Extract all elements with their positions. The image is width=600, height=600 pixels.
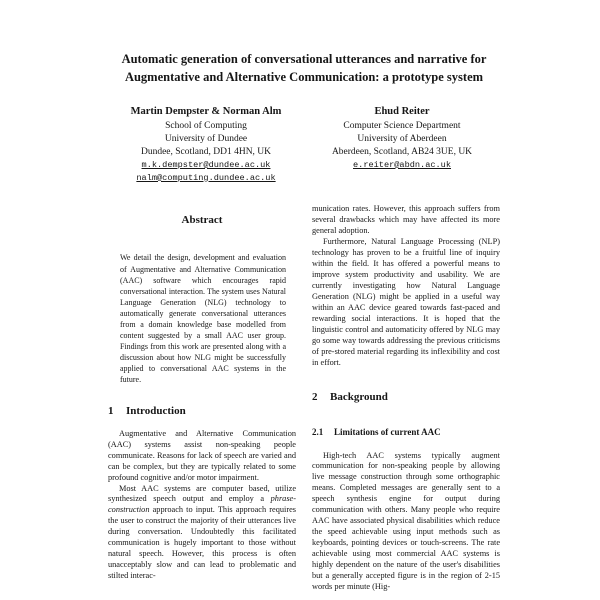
email-link[interactable]: nalm@computing.dundee.ac.uk [136,172,276,183]
subsection-heading-limitations [312,427,500,437]
right-paragraph-2: Furthermore, Natural Language Processing (NLP) technology has proven to be a fruitful line of inquiry within the field. It has offered a powerful means to improve system productivity and usability. We are currently investigating how Natural Language Generation (NLG) might be applied in a useful way within an AAC device geared towards fast-paced and rewarding social interactions. It is hoped that the linguistic control and automaticity offered by NLG may go some way towards addressing the previous criticisms of pre-stored material regarding its inflexibility and cost in effort. [312,237,500,367]
subsection-number: 2.1 [312,426,324,437]
right-column [312,204,500,592]
author-block-reiter [304,106,500,184]
title-line-2: Augmentative and Alternative Communication: a prototype system [124,70,484,85]
left-column [108,204,296,592]
author-affiliation-line: School of Computing [165,121,247,132]
section-title: Introduction [126,404,186,417]
author-name: Ehud Reiter [374,106,430,118]
author-section [108,106,500,184]
abstract-heading: Abstract [181,214,223,227]
email-link[interactable]: m.k.dempster@dundee.ac.uk [141,159,271,170]
author-affiliation-line: Computer Science Department [343,121,461,132]
right-paragraph-1: munication rates. However, this approach suffers from several drawbacks which may have affected its more general adoption. [312,204,500,236]
section-number: 1 [108,404,114,417]
subsection-title: Limitations of current AAC [334,426,441,437]
author-affiliation-line: Aberdeen, Scotland, AB24 3UE, UK [331,146,473,157]
author-affiliation-line: University of Dundee [164,134,248,145]
section-number: 2 [312,390,318,403]
intro-paragraph-2 [108,484,296,582]
title-line-1: Automatic generation of conversational utterances and narrative for [121,52,487,66]
two-column-body [108,204,500,592]
section-heading-introduction [108,405,296,417]
section-title: Background [330,390,388,403]
limitations-paragraph-1: High-tech AAC systems typically augment communication for non-speaking people by allowing live message construction through some orthographic means. Completed messages are generally sent to a speech synthesis engine for output during communication with others. Many people who require AAC have associated physical disabilities which reduce the speed achievable using input methods such as keyboards, pointing devices or touch-screens. The rate achievable using most commercial AAC systems is highly dependent on the nature of the user's disabilities but a generally accepted figure is in the region of 2-15 words per minute (Hig- [312,450,500,591]
author-block-dempster-alm [108,106,304,184]
author-affiliation-line: Dundee, Scotland, DD1 4HN, UK [140,146,272,157]
intro-p2-post: approach to input. This approach requires the user to construct the majority of their utterances live during conversation. Undoubtedly this facilitated communication is hugely important to those without natural speech. However, this process is often unacceptably slow and can lead to problematic and stilted interac- [108,505,296,581]
intro-p2-italic-term: phrase-construction [108,494,296,515]
abstract-text: We detail the design, development and evaluation of Augmentative and Alternative Communication (AAC) software which encourages rapid conversational interaction. The system uses Natural Language Generation (NLG) technology to automatically generate conversational utterances from a domain knowledge base modelled from content suggested by a small AAC user group. Findings from this work are presented along with a discussion about how NLG might be successfully applied to conversational AAC systems in the future. [120,253,286,384]
intro-p2-pre: Most AAC systems are computer based, utilize synthesized speech output and employ a [108,483,296,504]
intro-paragraph-1: Augmentative and Alternative Communication (AAC) systems assist non-speaking people communicate. Reasons for lack of speech are varied and can be complex, but they are typically related to some profound cognitive and/or motor impairment. [108,428,296,482]
section-heading-background [312,391,500,403]
author-name: Martin Dempster & Norman Alm [130,106,282,118]
email-link[interactable]: e.reiter@abdn.ac.uk [353,159,451,170]
paper-title [108,50,500,86]
author-affiliation-line: University of Aberdeen [357,134,447,145]
